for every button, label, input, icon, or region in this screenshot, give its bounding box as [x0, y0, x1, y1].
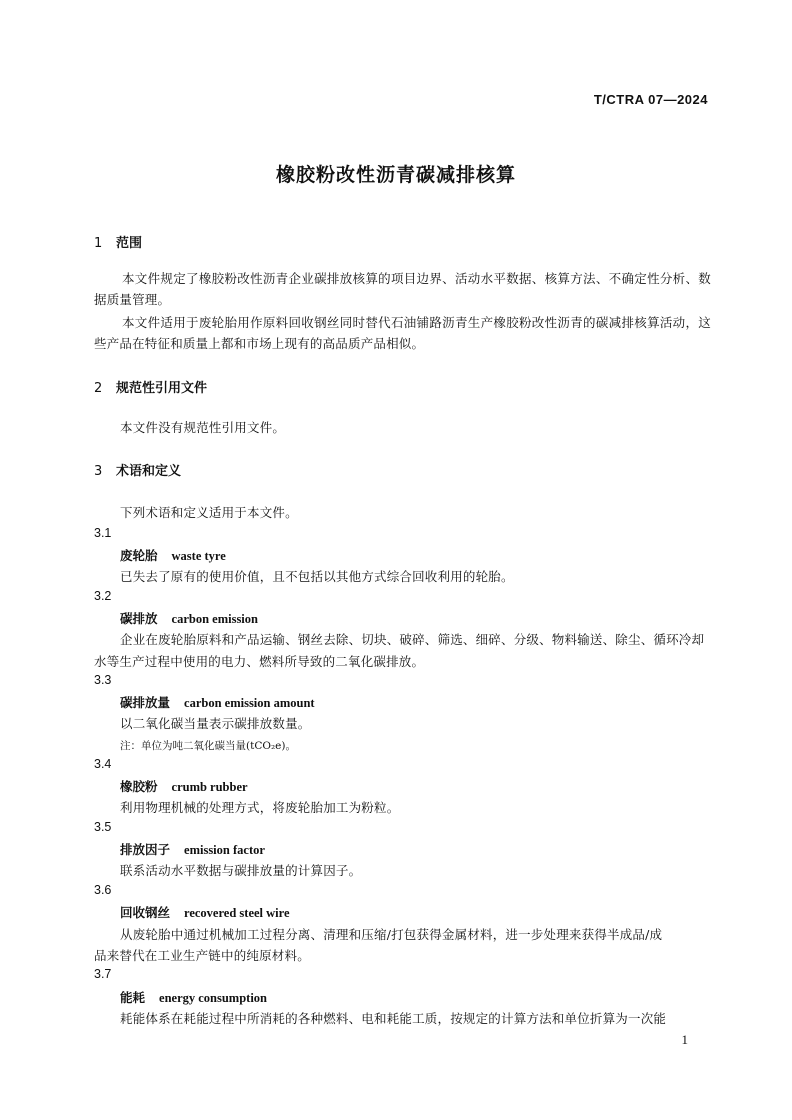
term-zh: 碳排放量: [120, 695, 171, 710]
term-zh: 废轮胎: [120, 548, 158, 563]
term-zh: 能耗: [120, 990, 146, 1005]
section-number: 3: [94, 464, 103, 479]
page-number: 1: [681, 1032, 688, 1047]
section-number: 2: [94, 381, 103, 396]
term-en: emission factor: [184, 843, 265, 857]
term-number: 3.4: [94, 757, 112, 771]
term-number: 3.6: [94, 883, 112, 897]
term-definition-line: 品来替代在工业生产链中的纯原材料。: [94, 948, 310, 963]
term-zh: 橡胶粉: [120, 779, 158, 794]
term-en: energy consumption: [159, 991, 268, 1005]
term-zh: 排放因子: [120, 842, 171, 857]
term-definition: 耗能体系在耗能过程中所消耗的各种燃料、电和耗能工质，按规定的计算方法和单位折算为一次能: [120, 1011, 667, 1026]
paragraph: 本文件没有规范性引用文件。: [120, 420, 286, 435]
term-zh: 回收钢丝: [120, 905, 171, 920]
term-note: 注：单位为吨二氧化碳当量(tCO₂e)。: [120, 740, 296, 752]
section-title: 术语和定义: [116, 464, 182, 479]
section-heading-normative-references: [94, 377, 207, 396]
term-carbon-emission: [120, 609, 258, 627]
term-crumb-rubber: [120, 777, 248, 795]
term-recovered-steel-wire: [120, 903, 290, 921]
term-energy-consumption: [120, 988, 267, 1006]
term-en: crumb rubber: [171, 780, 248, 794]
term-definition-line: 企业在废轮胎原料和产品运输、钢丝去除、切块、破碎、筛选、细碎、分级、物料输送、除尘、循环冷却: [120, 632, 705, 647]
section-title: 范围: [116, 236, 143, 251]
section-number: 1: [94, 236, 103, 251]
term-definition: 以二氧化碳当量表示碳排放数量。: [120, 716, 311, 731]
term-number: 3.2: [94, 589, 112, 603]
term-definition-line: 从废轮胎中通过机械加工过程分离、清理和压缩/打包获得金属材料，进一步处理来获得半成品/成: [120, 927, 663, 942]
standard-number: T/CTRA 07—2024: [593, 92, 708, 107]
term-number: 3.5: [94, 820, 112, 834]
term-definition: 利用物理机械的处理方式，将废轮胎加工为粉粒。: [120, 800, 400, 815]
term-en: waste tyre: [171, 549, 226, 563]
section-title: 规范性引用文件: [116, 381, 208, 396]
term-number: 3.1: [94, 526, 112, 540]
paragraph: 下列术语和定义适用于本文件。: [120, 505, 298, 520]
term-en: carbon emission: [171, 612, 258, 626]
term-definition: 联系活动水平数据与碳排放量的计算因子。: [120, 863, 362, 878]
section-heading-scope: [94, 232, 142, 251]
term-number: 3.3: [94, 673, 112, 687]
section-heading-terms-definitions: [94, 460, 181, 479]
paragraph: 本文件规定了橡胶粉改性沥青企业碳排放核算的项目边界、活动水平数据、核算方法、不确定性分析、数据质量管理。: [94, 271, 711, 307]
term-zh: 碳排放: [120, 611, 158, 626]
term-number: 3.7: [94, 967, 112, 981]
term-definition-line: 水等生产过程中使用的电力、燃料所导致的二氧化碳排放。: [94, 654, 425, 669]
term-definition: 已失去了原有的使用价值，且不包括以其他方式综合回收利用的轮胎。: [120, 569, 514, 584]
paragraph: 本文件适用于废轮胎用作原料回收钢丝同时替代石油铺路沥青生产橡胶粉改性沥青的碳减排核算活动，这些产品在特征和质量上都和市场上现有的高品质产品相似。: [94, 315, 711, 351]
term-en: carbon emission amount: [184, 696, 315, 710]
term-carbon-emission-amount: [120, 693, 315, 711]
document-title: 橡胶粉改性沥青碳减排核算: [275, 164, 516, 186]
term-waste-tyre: [120, 546, 226, 564]
term-en: recovered steel wire: [184, 906, 290, 920]
term-emission-factor: [120, 840, 265, 858]
